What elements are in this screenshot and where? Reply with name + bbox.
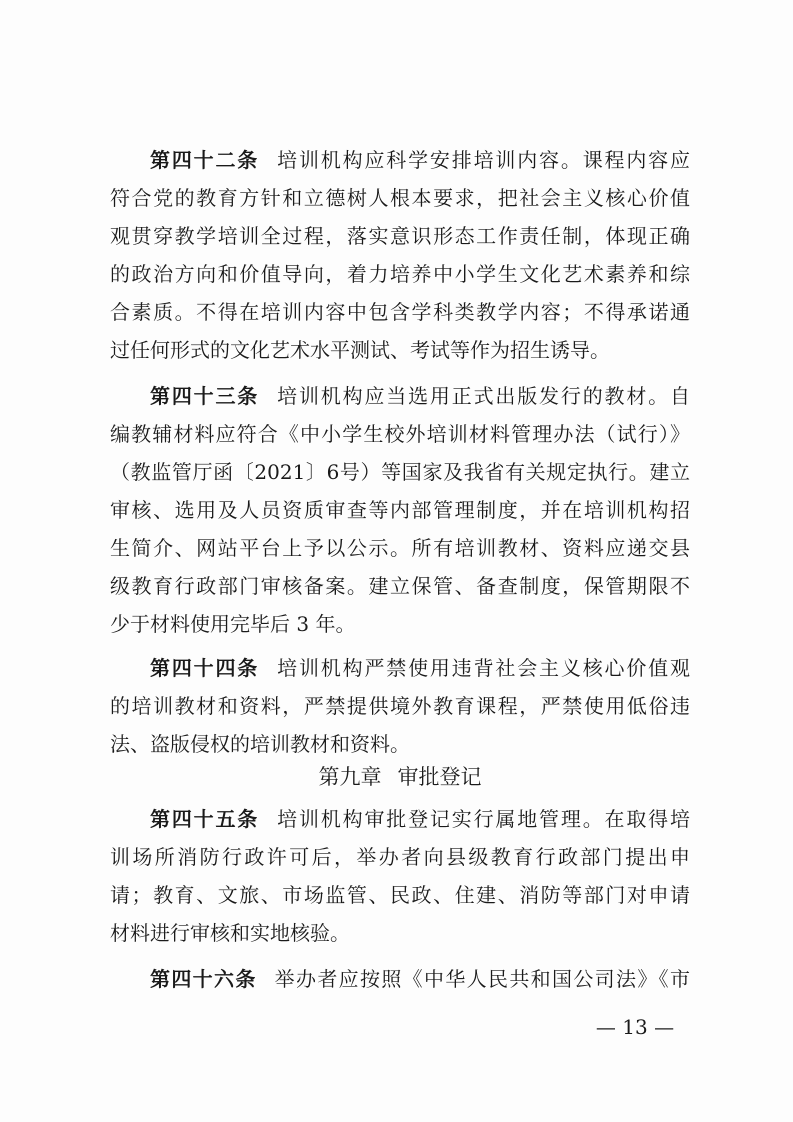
article-43-line: 生简介、网站平台上予以公示。所有培训教材、资料应递交县 — [110, 536, 690, 560]
article-42-line: 符合党的教育方针和立德树人根本要求，把社会主义核心价值 — [110, 186, 690, 210]
article-45-line: 请；教育、文旅、市场监管、民政、住建、消防等部门对申请 — [110, 883, 690, 907]
article-42-first-line — [150, 141, 690, 179]
chapter-number: 第九章 — [318, 765, 382, 789]
article-46-first-line — [150, 960, 690, 998]
article-43-line: 审核、选用及人员资质审查等内部管理制度，并在培训机构招 — [110, 498, 690, 522]
article-45-lead: 第四十五条 — [150, 807, 260, 831]
article-43-line: （教监管厅函〔2021〕6号）等国家及我省有关规定执行。建立 — [110, 460, 690, 484]
article-43-line: 编教辅材料应符合《中小学生校外培训材料管理办法（试行）》 — [110, 422, 690, 446]
article-45-line: 材料进行审核和实地核验。 — [110, 921, 350, 945]
article-42-line: 过任何形式的文化艺术水平测试、考试等作为招生诱导。 — [110, 338, 610, 362]
article-43-line: 少于材料使用完毕后 3 年。 — [110, 612, 356, 636]
article-44-first-line — [150, 649, 690, 687]
article-42-line: 合素质。不得在培训内容中包含学科类教学内容；不得承诺通 — [110, 300, 690, 324]
article-42-lead: 第四十二条 — [150, 148, 260, 172]
article-46-lead: 第四十六条 — [150, 967, 257, 991]
article-42-text: 培训机构应科学安排培训内容。课程内容应 — [277, 148, 691, 172]
chapter-heading — [110, 758, 690, 796]
article-45-line: 训场所消防行政许可后，举办者向县级教育行政部门提出申 — [110, 845, 690, 869]
article-42-line: 观贯穿教学培训全过程，落实意识形态工作责任制，体现正确 — [110, 224, 690, 248]
article-45-first-line — [150, 800, 690, 838]
article-44-text: 培训机构严禁使用违背社会主义核心价值观 — [277, 656, 691, 680]
page-number: — 13 — — [595, 1015, 675, 1039]
article-43-line: 级教育行政部门审核备案。建立保管、备查制度，保管期限不 — [110, 574, 690, 598]
article-43-text: 培训机构应当选用正式出版发行的教材。自 — [277, 384, 691, 408]
article-46-text: 举办者应按照《中华人民共和国公司法》《市 — [274, 967, 691, 991]
article-45-text: 培训机构审批登记实行属地管理。在取得培 — [277, 807, 691, 831]
article-43-lead: 第四十三条 — [150, 384, 260, 408]
chapter-title: 审批登记 — [397, 765, 482, 789]
article-44-lead: 第四十四条 — [150, 656, 260, 680]
article-42-line: 的政治方向和价值导向，着力培养中小学生文化艺术素养和综 — [110, 262, 690, 286]
article-44-line: 法、盗版侵权的培训教材和资料。 — [110, 732, 410, 756]
article-44-line: 的培训教材和资料，严禁提供境外教育课程，严禁使用低俗违 — [110, 694, 690, 718]
article-43-first-line — [150, 377, 690, 415]
